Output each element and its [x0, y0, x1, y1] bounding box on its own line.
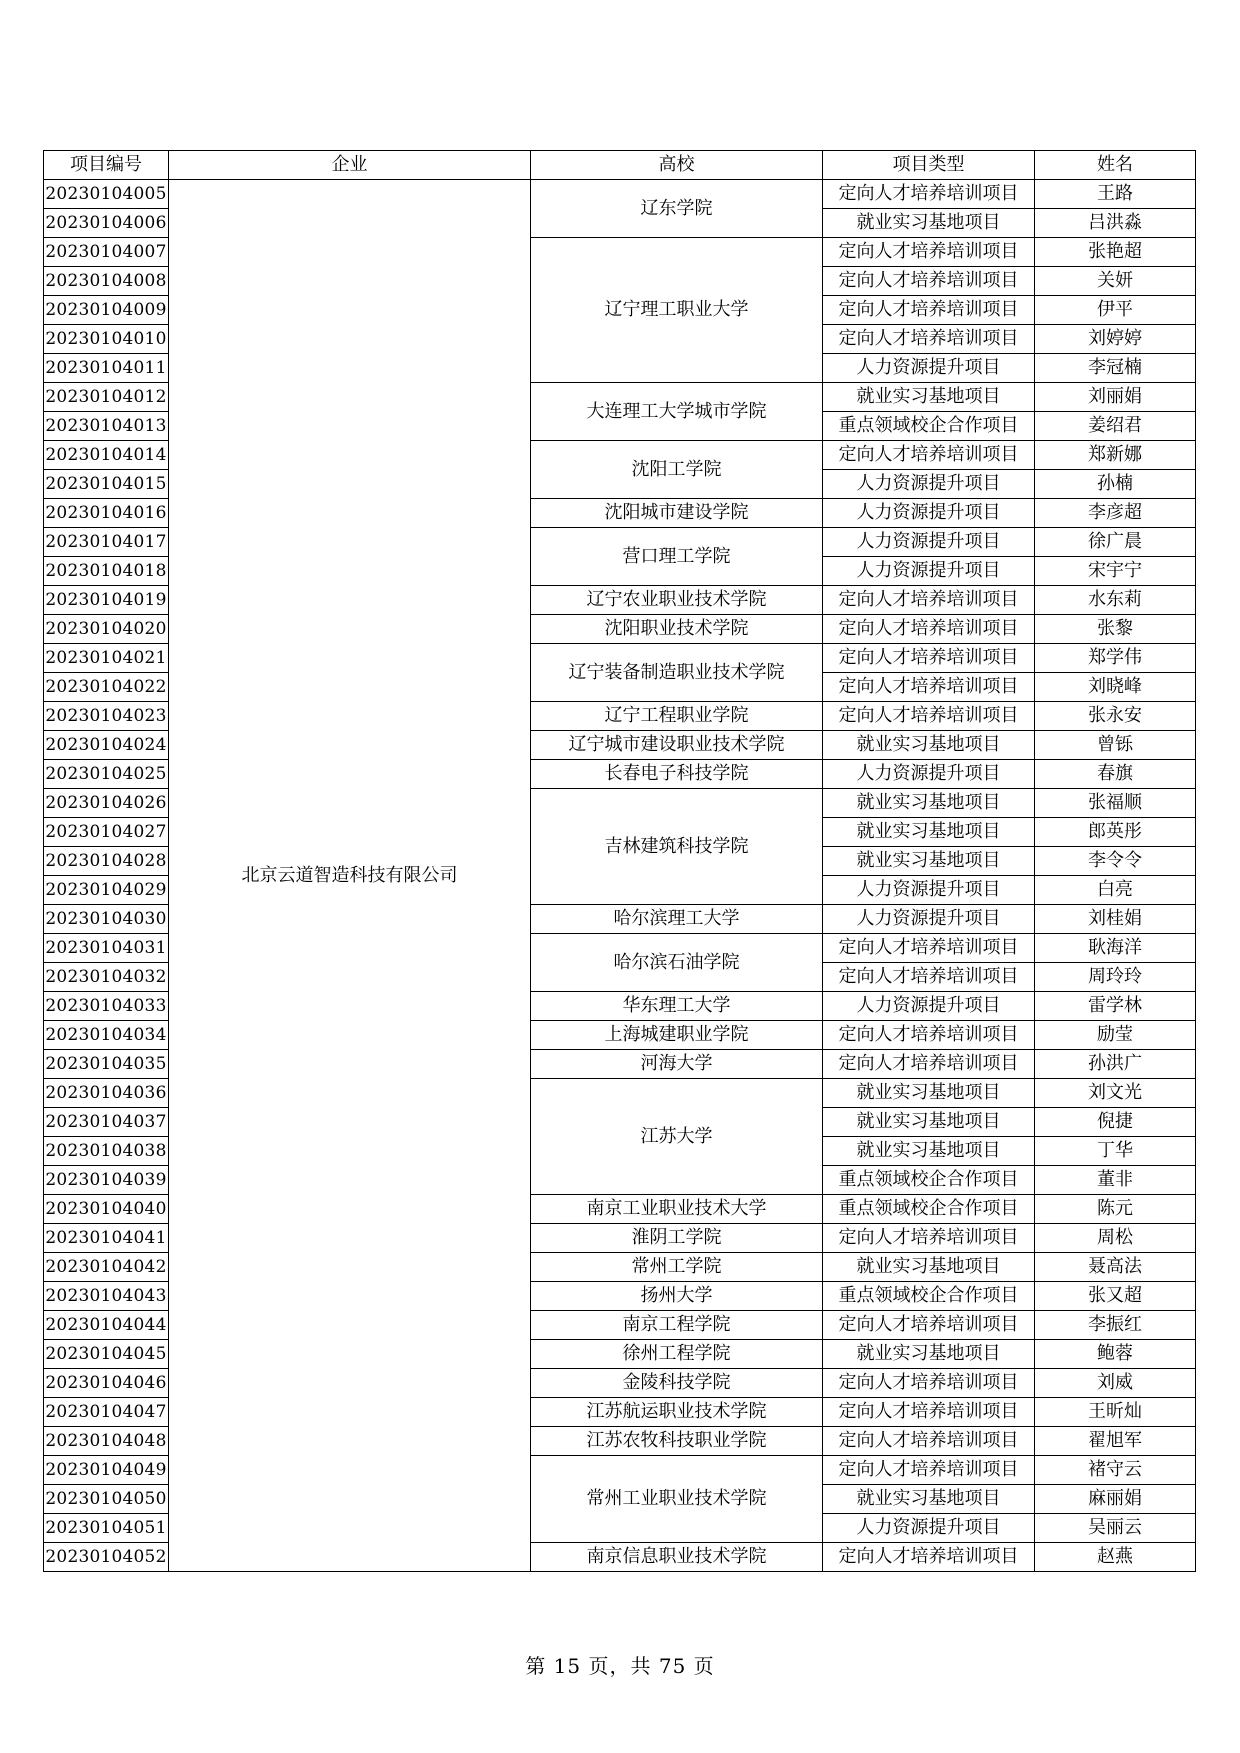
project-type-cell: 人力资源提升项目	[823, 1514, 1035, 1543]
person-name-cell: 翟旭军	[1035, 1427, 1196, 1456]
project-type-cell: 定向人才培养培训项目	[823, 1311, 1035, 1340]
school-cell: 常州工业职业技术学院	[531, 1456, 823, 1543]
project-code-cell: 20230104031	[44, 934, 169, 963]
person-name-cell: 刘桂娟	[1035, 905, 1196, 934]
project-code-cell: 20230104029	[44, 876, 169, 905]
school-cell: 哈尔滨理工大学	[531, 905, 823, 934]
project-code-cell: 20230104034	[44, 1021, 169, 1050]
school-cell: 沈阳城市建设学院	[531, 499, 823, 528]
project-code-cell: 20230104049	[44, 1456, 169, 1485]
project-type-cell: 定向人才培养培训项目	[823, 1427, 1035, 1456]
school-cell: 江苏农牧科技职业学院	[531, 1427, 823, 1456]
person-name-cell: 孙楠	[1035, 470, 1196, 499]
project-code-cell: 20230104016	[44, 499, 169, 528]
table-row	[44, 180, 1196, 209]
project-code-cell: 20230104010	[44, 325, 169, 354]
project-table	[43, 150, 1196, 1572]
project-code-cell: 20230104021	[44, 644, 169, 673]
project-code-cell: 20230104007	[44, 238, 169, 267]
project-type-cell: 定向人才培养培训项目	[823, 702, 1035, 731]
person-name-cell: 关妍	[1035, 267, 1196, 296]
project-code-cell: 20230104005	[44, 180, 169, 209]
project-type-cell: 定向人才培养培训项目	[823, 325, 1035, 354]
project-code-cell: 20230104023	[44, 702, 169, 731]
person-name-cell: 张又超	[1035, 1282, 1196, 1311]
project-type-cell: 定向人才培养培训项目	[823, 238, 1035, 267]
project-type-cell: 定向人才培养培训项目	[823, 1224, 1035, 1253]
project-type-cell: 就业实习基地项目	[823, 209, 1035, 238]
project-type-cell: 就业实习基地项目	[823, 1108, 1035, 1137]
school-cell: 江苏大学	[531, 1079, 823, 1195]
school-cell: 南京工程学院	[531, 1311, 823, 1340]
person-name-cell: 张艳超	[1035, 238, 1196, 267]
project-type-cell: 人力资源提升项目	[823, 876, 1035, 905]
person-name-cell: 李振红	[1035, 1311, 1196, 1340]
project-type-cell: 定向人才培养培训项目	[823, 1369, 1035, 1398]
project-type-cell: 定向人才培养培训项目	[823, 586, 1035, 615]
person-name-cell: 曾铄	[1035, 731, 1196, 760]
person-name-cell: 刘婷婷	[1035, 325, 1196, 354]
project-code-cell: 20230104018	[44, 557, 169, 586]
project-type-cell: 人力资源提升项目	[823, 905, 1035, 934]
project-code-cell: 20230104036	[44, 1079, 169, 1108]
person-name-cell: 吴丽云	[1035, 1514, 1196, 1543]
school-cell: 淮阴工学院	[531, 1224, 823, 1253]
person-name-cell: 王昕灿	[1035, 1398, 1196, 1427]
project-code-cell: 20230104043	[44, 1282, 169, 1311]
person-name-cell: 赵燕	[1035, 1543, 1196, 1572]
school-cell: 辽宁理工职业大学	[531, 238, 823, 383]
project-type-cell: 定向人才培养培训项目	[823, 441, 1035, 470]
person-name-cell: 聂高法	[1035, 1253, 1196, 1282]
project-code-cell: 20230104014	[44, 441, 169, 470]
person-name-cell: 春旗	[1035, 760, 1196, 789]
project-code-cell: 20230104022	[44, 673, 169, 702]
person-name-cell: 伊平	[1035, 296, 1196, 325]
project-type-cell: 定向人才培养培训项目	[823, 644, 1035, 673]
project-type-cell: 人力资源提升项目	[823, 528, 1035, 557]
project-type-cell: 定向人才培养培训项目	[823, 673, 1035, 702]
school-cell: 金陵科技学院	[531, 1369, 823, 1398]
person-name-cell: 耿海洋	[1035, 934, 1196, 963]
project-code-cell: 20230104028	[44, 847, 169, 876]
school-cell: 辽东学院	[531, 180, 823, 238]
project-code-cell: 20230104006	[44, 209, 169, 238]
project-code-cell: 20230104015	[44, 470, 169, 499]
project-type-cell: 重点领域校企合作项目	[823, 1195, 1035, 1224]
project-code-cell: 20230104050	[44, 1485, 169, 1514]
person-name-cell: 刘文光	[1035, 1079, 1196, 1108]
project-type-cell: 定向人才培养培训项目	[823, 615, 1035, 644]
project-type-cell: 重点领域校企合作项目	[823, 1166, 1035, 1195]
person-name-cell: 水东莉	[1035, 586, 1196, 615]
person-name-cell: 李彦超	[1035, 499, 1196, 528]
project-type-cell: 定向人才培养培训项目	[823, 267, 1035, 296]
person-name-cell: 李冠楠	[1035, 354, 1196, 383]
person-name-cell: 张永安	[1035, 702, 1196, 731]
person-name-cell: 陈元	[1035, 1195, 1196, 1224]
project-type-cell: 定向人才培养培训项目	[823, 1456, 1035, 1485]
person-name-cell: 张黎	[1035, 615, 1196, 644]
project-type-cell: 定向人才培养培训项目	[823, 934, 1035, 963]
person-name-cell: 倪捷	[1035, 1108, 1196, 1137]
person-name-cell: 王路	[1035, 180, 1196, 209]
person-name-cell: 孙洪广	[1035, 1050, 1196, 1079]
school-cell: 上海城建职业学院	[531, 1021, 823, 1050]
person-name-cell: 宋宇宁	[1035, 557, 1196, 586]
project-code-cell: 20230104051	[44, 1514, 169, 1543]
person-name-cell: 李令令	[1035, 847, 1196, 876]
project-code-cell: 20230104038	[44, 1137, 169, 1166]
page-footer: 第 15 页，共 75 页	[525, 1654, 715, 1678]
project-code-cell: 20230104052	[44, 1543, 169, 1572]
school-cell: 华东理工大学	[531, 992, 823, 1021]
school-cell: 扬州大学	[531, 1282, 823, 1311]
project-code-cell: 20230104044	[44, 1311, 169, 1340]
person-name-cell: 周松	[1035, 1224, 1196, 1253]
project-type-cell: 就业实习基地项目	[823, 1340, 1035, 1369]
table-body	[44, 180, 1196, 1572]
project-code-cell: 20230104041	[44, 1224, 169, 1253]
project-type-cell: 重点领域校企合作项目	[823, 412, 1035, 441]
project-code-cell: 20230104039	[44, 1166, 169, 1195]
school-cell: 吉林建筑科技学院	[531, 789, 823, 905]
project-type-cell: 定向人才培养培训项目	[823, 1398, 1035, 1427]
project-type-cell: 定向人才培养培训项目	[823, 180, 1035, 209]
school-cell: 南京工业职业技术大学	[531, 1195, 823, 1224]
project-type-cell: 就业实习基地项目	[823, 731, 1035, 760]
school-cell: 营口理工学院	[531, 528, 823, 586]
project-type-cell: 定向人才培养培训项目	[823, 963, 1035, 992]
header-school: 高校	[531, 151, 823, 180]
project-code-cell: 20230104033	[44, 992, 169, 1021]
person-name-cell: 刘丽娟	[1035, 383, 1196, 412]
person-name-cell: 鲍蓉	[1035, 1340, 1196, 1369]
person-name-cell: 周玲玲	[1035, 963, 1196, 992]
school-cell: 河海大学	[531, 1050, 823, 1079]
school-cell: 辽宁城市建设职业技术学院	[531, 731, 823, 760]
school-cell: 常州工学院	[531, 1253, 823, 1282]
person-name-cell: 白亮	[1035, 876, 1196, 905]
project-code-cell: 20230104017	[44, 528, 169, 557]
project-type-cell: 人力资源提升项目	[823, 992, 1035, 1021]
person-name-cell: 郑新娜	[1035, 441, 1196, 470]
project-code-cell: 20230104045	[44, 1340, 169, 1369]
project-code-cell: 20230104042	[44, 1253, 169, 1282]
person-name-cell: 刘威	[1035, 1369, 1196, 1398]
project-code-cell: 20230104013	[44, 412, 169, 441]
project-code-cell: 20230104025	[44, 760, 169, 789]
school-cell: 江苏航运职业技术学院	[531, 1398, 823, 1427]
project-type-cell: 定向人才培养培训项目	[823, 1050, 1035, 1079]
person-name-cell: 张福顺	[1035, 789, 1196, 818]
school-cell: 辽宁装备制造职业技术学院	[531, 644, 823, 702]
project-type-cell: 人力资源提升项目	[823, 499, 1035, 528]
project-type-cell: 就业实习基地项目	[823, 1485, 1035, 1514]
table-header-row	[44, 151, 1196, 180]
person-name-cell: 麻丽娟	[1035, 1485, 1196, 1514]
project-type-cell: 重点领域校企合作项目	[823, 1282, 1035, 1311]
person-name-cell: 励莹	[1035, 1021, 1196, 1050]
project-type-cell: 就业实习基地项目	[823, 847, 1035, 876]
project-code-cell: 20230104024	[44, 731, 169, 760]
project-type-cell: 人力资源提升项目	[823, 354, 1035, 383]
person-name-cell: 董非	[1035, 1166, 1196, 1195]
project-code-cell: 20230104020	[44, 615, 169, 644]
school-cell: 沈阳工学院	[531, 441, 823, 499]
project-code-cell: 20230104047	[44, 1398, 169, 1427]
project-type-cell: 定向人才培养培训项目	[823, 1021, 1035, 1050]
school-cell: 哈尔滨石油学院	[531, 934, 823, 992]
header-company: 企业	[169, 151, 531, 180]
person-name-cell: 丁华	[1035, 1137, 1196, 1166]
project-code-cell: 20230104030	[44, 905, 169, 934]
project-code-cell: 20230104037	[44, 1108, 169, 1137]
project-type-cell: 定向人才培养培训项目	[823, 1543, 1035, 1572]
project-code-cell: 20230104027	[44, 818, 169, 847]
project-type-cell: 就业实习基地项目	[823, 1253, 1035, 1282]
project-type-cell: 人力资源提升项目	[823, 557, 1035, 586]
person-name-cell: 雷学林	[1035, 992, 1196, 1021]
person-name-cell: 姜绍君	[1035, 412, 1196, 441]
header-code: 项目编号	[44, 151, 169, 180]
project-code-cell: 20230104012	[44, 383, 169, 412]
project-type-cell: 就业实习基地项目	[823, 789, 1035, 818]
project-code-cell: 20230104048	[44, 1427, 169, 1456]
person-name-cell: 褚守云	[1035, 1456, 1196, 1485]
person-name-cell: 郎英彤	[1035, 818, 1196, 847]
person-name-cell: 吕洪淼	[1035, 209, 1196, 238]
school-cell: 徐州工程学院	[531, 1340, 823, 1369]
project-code-cell: 20230104011	[44, 354, 169, 383]
header-name: 姓名	[1035, 151, 1196, 180]
project-code-cell: 20230104040	[44, 1195, 169, 1224]
project-code-cell: 20230104046	[44, 1369, 169, 1398]
project-type-cell: 人力资源提升项目	[823, 760, 1035, 789]
project-type-cell: 定向人才培养培训项目	[823, 296, 1035, 325]
project-type-cell: 就业实习基地项目	[823, 1079, 1035, 1108]
project-code-cell: 20230104032	[44, 963, 169, 992]
school-cell: 南京信息职业技术学院	[531, 1543, 823, 1572]
person-name-cell: 徐广晨	[1035, 528, 1196, 557]
project-type-cell: 人力资源提升项目	[823, 470, 1035, 499]
project-code-cell: 20230104008	[44, 267, 169, 296]
person-name-cell: 刘晓峰	[1035, 673, 1196, 702]
project-type-cell: 就业实习基地项目	[823, 818, 1035, 847]
project-code-cell: 20230104026	[44, 789, 169, 818]
school-cell: 辽宁农业职业技术学院	[531, 586, 823, 615]
project-code-cell: 20230104009	[44, 296, 169, 325]
school-cell: 长春电子科技学院	[531, 760, 823, 789]
person-name-cell: 郑学伟	[1035, 644, 1196, 673]
school-cell: 辽宁工程职业学院	[531, 702, 823, 731]
project-code-cell: 20230104035	[44, 1050, 169, 1079]
school-cell: 沈阳职业技术学院	[531, 615, 823, 644]
company-cell: 北京云道智造科技有限公司	[169, 180, 531, 1572]
school-cell: 大连理工大学城市学院	[531, 383, 823, 441]
project-type-cell: 就业实习基地项目	[823, 383, 1035, 412]
header-type: 项目类型	[823, 151, 1035, 180]
project-type-cell: 就业实习基地项目	[823, 1137, 1035, 1166]
project-code-cell: 20230104019	[44, 586, 169, 615]
